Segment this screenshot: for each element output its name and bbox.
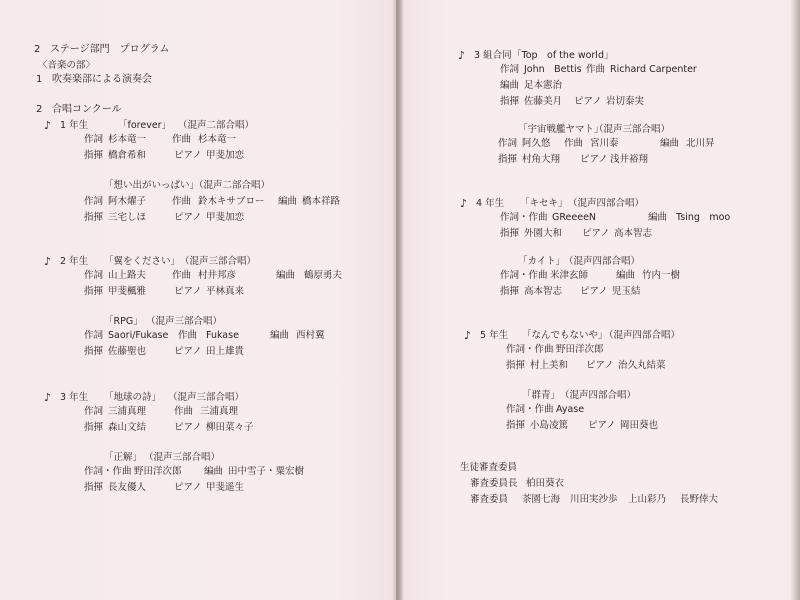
credit-label: 編曲 [204,466,224,477]
group3-song2-title: 「宇宙戦艦ヤマト」 [518,124,604,135]
left-page [0,0,396,600]
grade3-label: 3 年生 [60,392,89,403]
grade1-song1-title: 「forever」 [118,120,172,131]
credit-label: 指揮 [84,150,104,161]
credit-name: 杉本竜一 [198,134,237,145]
judge-member-name: 茶園七海 [522,494,561,505]
credit-label: 作曲 [564,138,584,149]
credit-name: 橋倉希和 [108,150,147,161]
credit-label: 作詞・作曲 [506,344,554,355]
grade3-song2-title: 「正解」 [104,452,143,463]
right-page [398,0,800,600]
credit-name: 橋本祥路 [302,196,341,207]
credit-name: Ayase [556,404,585,415]
credit-label: ピアノ [574,96,602,107]
credit-label: 編曲 [648,212,668,223]
music-note-icon: ♪ [44,391,52,404]
grade5-label: 5 年生 [480,330,509,341]
credit-label: 編曲 [276,270,296,281]
credit-name: 田中雪子・粟宏樹 [228,466,305,477]
credit-label: 作詞・作曲 [506,404,554,415]
credit-label: 作詞・作曲 [84,466,132,477]
credit-name: Richard Carpenter [610,64,697,75]
credit-label: ピアノ [174,150,202,161]
credit-name: 阿木燿子 [108,196,147,207]
credit-label: 指揮 [506,420,526,431]
credit-name: Tsing moo [676,212,731,223]
grade3-song1-title: 「地球の詩」 [104,392,162,403]
judges-chair-name: 柏田葵衣 [526,478,565,489]
credit-label: 指揮 [84,286,104,297]
credit-name: 西村翼 [296,330,325,341]
credit-label: 作詞・作曲 [500,212,548,223]
credit-name: 鶴原勇夫 [304,270,343,281]
credit-name: 野田洋次郎 [556,344,604,355]
credit-name: 柳田菜々子 [206,422,254,433]
group3-song2-type: （混声三部合唱） [594,124,671,135]
grade4-song1-type: （混声四部合唱） [568,198,645,209]
grade3-song2-type: （混声三部合唱） [144,452,221,463]
grade5-song2-type: （混声四部合唱） [560,390,637,401]
credit-name: 三宅しほ [108,212,147,223]
credit-label: 作詞 [500,64,520,75]
credit-label: 指揮 [500,228,520,239]
credit-name: 村角大翔 [522,154,561,165]
credit-label: 作詞 [84,270,104,281]
credit-label: 指揮 [500,286,520,297]
grade2-song2-type: （混声三部合唱） [146,316,223,327]
credit-label: 指揮 [506,360,526,371]
music-note-icon: ♪ [460,197,468,210]
grade5-song1-type: （混声四部合唱） [604,330,681,341]
credit-label: 編曲 [500,80,520,91]
credit-name: 甲斐楓雅 [108,286,147,297]
credit-label: 作曲 [172,270,192,281]
credit-label: 指揮 [498,154,518,165]
grade1-label: 1 年生 [60,120,89,131]
credit-name: 高本智志 [524,286,563,297]
credit-name: 岡田葵也 [620,420,659,431]
credit-label: 編曲 [616,270,636,281]
credit-name: John Bettis [524,64,582,75]
grade1-song2-title: 「想い出がいっぱい」 [104,180,200,191]
credit-label: ピアノ [588,420,616,431]
credit-name: 野田洋次郎 [134,466,182,477]
item2-title: 合唱コンクール [52,104,122,115]
judge-member-name: 上山彩乃 [628,494,667,505]
grade4-song2-title: 「カイト」 [518,256,566,267]
judge-member-name: 川田実沙歩 [570,494,618,505]
credit-name: 村井邦彦 [198,270,237,281]
credit-label: 作曲 [178,330,198,341]
credit-label: 指揮 [84,346,104,357]
credit-name: 田上雄貴 [206,346,245,357]
credit-label: 指揮 [500,96,520,107]
credit-name: 森山文結 [108,422,147,433]
credit-label: 作詞 [84,330,104,341]
credit-name: 宮川泰 [590,138,619,149]
grade4-label: 4 年生 [476,198,505,209]
credit-name: 小島凌篤 [530,420,569,431]
page-edge-shadow [790,0,800,600]
credit-name: 山上路夫 [108,270,147,281]
judges-members-label: 審査委員 [470,494,509,505]
credit-label: ピアノ [580,286,608,297]
music-note-icon: ♪ [44,255,52,268]
credit-name: 浅井裕翔 [610,154,649,165]
credit-name: 治久丸結菜 [618,360,666,371]
credit-name: 杉本竜一 [108,134,147,145]
item1-number: 1 [36,74,43,85]
credit-label: 指揮 [84,422,104,433]
grade5-song1-title: 「なんでもないや」 [522,330,608,341]
credit-label: 作詞・作曲 [500,270,548,281]
credit-label: 作曲 [174,406,194,417]
credit-name: 甲斐加恋 [206,212,245,223]
credit-label: 作曲 [172,134,192,145]
credit-label: 編曲 [270,330,290,341]
credit-name: GReeeeN [552,212,597,223]
music-note-icon: ♪ [464,329,472,342]
credit-label: 作曲 [586,64,606,75]
grade1-song1-type: （混声二部合唱） [178,120,255,131]
grade3-song1-type: （混声三部合唱） [168,392,245,403]
grade4-song2-type: （混声四部合唱） [564,256,641,267]
credit-label: ピアノ [582,228,610,239]
credit-name: Fukase [206,330,239,341]
credit-name: 三浦真理 [200,406,239,417]
judges-title: 生徒審査委員 [460,462,518,473]
credit-name: 村上美和 [530,360,569,371]
grade2-label: 2 年生 [60,256,89,267]
credit-label: 作曲 [172,196,192,207]
credit-label: 編曲 [278,196,298,207]
music-note-icon: ♪ [458,49,466,62]
credit-label: ピアノ [174,212,202,223]
grade5-song2-title: 「群青」 [522,390,561,401]
credit-name: 三浦真理 [108,406,147,417]
program-title: ステージ部門 プログラム [50,44,170,55]
item1-title: 吹奏楽部による演奏会 [52,74,152,85]
credit-name: 鈴木キサブロー [198,196,265,207]
credit-name: 甲斐遥生 [206,482,245,493]
credit-label: 作詞 [498,138,518,149]
credit-label: ピアノ [174,422,202,433]
music-section-heading: 〈音楽の部〉 [38,60,96,71]
judges-chair-label: 審査委員長 [470,478,518,489]
credit-label: 指揮 [84,212,104,223]
judge-member-name: 長野倖大 [680,494,719,505]
credit-name: 岩切泰実 [606,96,645,107]
credit-label: ピアノ [580,154,608,165]
credit-name: 児玉結 [612,286,641,297]
credit-label: 編曲 [660,138,680,149]
music-note-icon: ♪ [44,119,52,132]
credit-name: 外園大和 [524,228,563,239]
credit-label: ピアノ [174,286,202,297]
credit-label: 作詞 [84,406,104,417]
group3-song1-title: 「Top of the world」 [512,50,614,61]
grade4-song1-title: 「キセキ」 [520,198,568,209]
credit-label: 指揮 [84,482,104,493]
item2-number: 2 [36,104,43,115]
credit-label: ピアノ [174,482,202,493]
credit-name: 佐藤聖也 [108,346,147,357]
grade1-song2-type: （混声二部合唱） [194,180,271,191]
grade2-song2-title: 「RPG」 [104,316,143,327]
credit-name: 高本智志 [614,228,653,239]
credit-name: 竹内一樹 [642,270,681,281]
credit-name: Saori/Fukase [108,330,169,341]
credit-name: 北川昇 [686,138,715,149]
credit-name: 長友優人 [108,482,147,493]
credit-label: ピアノ [174,346,202,357]
credit-name: 足本憲治 [524,80,563,91]
credit-name: 佐藤美月 [524,96,563,107]
book-gutter [392,0,404,600]
credit-label: 作詞 [84,134,104,145]
credit-name: 平林真来 [206,286,245,297]
credit-name: 甲斐加恋 [206,150,245,161]
credit-name: 阿久悠 [522,138,551,149]
credit-label: 作詞 [84,196,104,207]
group3-label: 3 組合同 [474,50,512,61]
credit-label: ピアノ [586,360,614,371]
credit-name: 米津玄師 [550,270,589,281]
program-number: 2 [34,44,41,55]
grade2-song1-title: 「翼をください」 [104,256,181,267]
grade2-song1-type: （混声三部合唱） [180,256,257,267]
